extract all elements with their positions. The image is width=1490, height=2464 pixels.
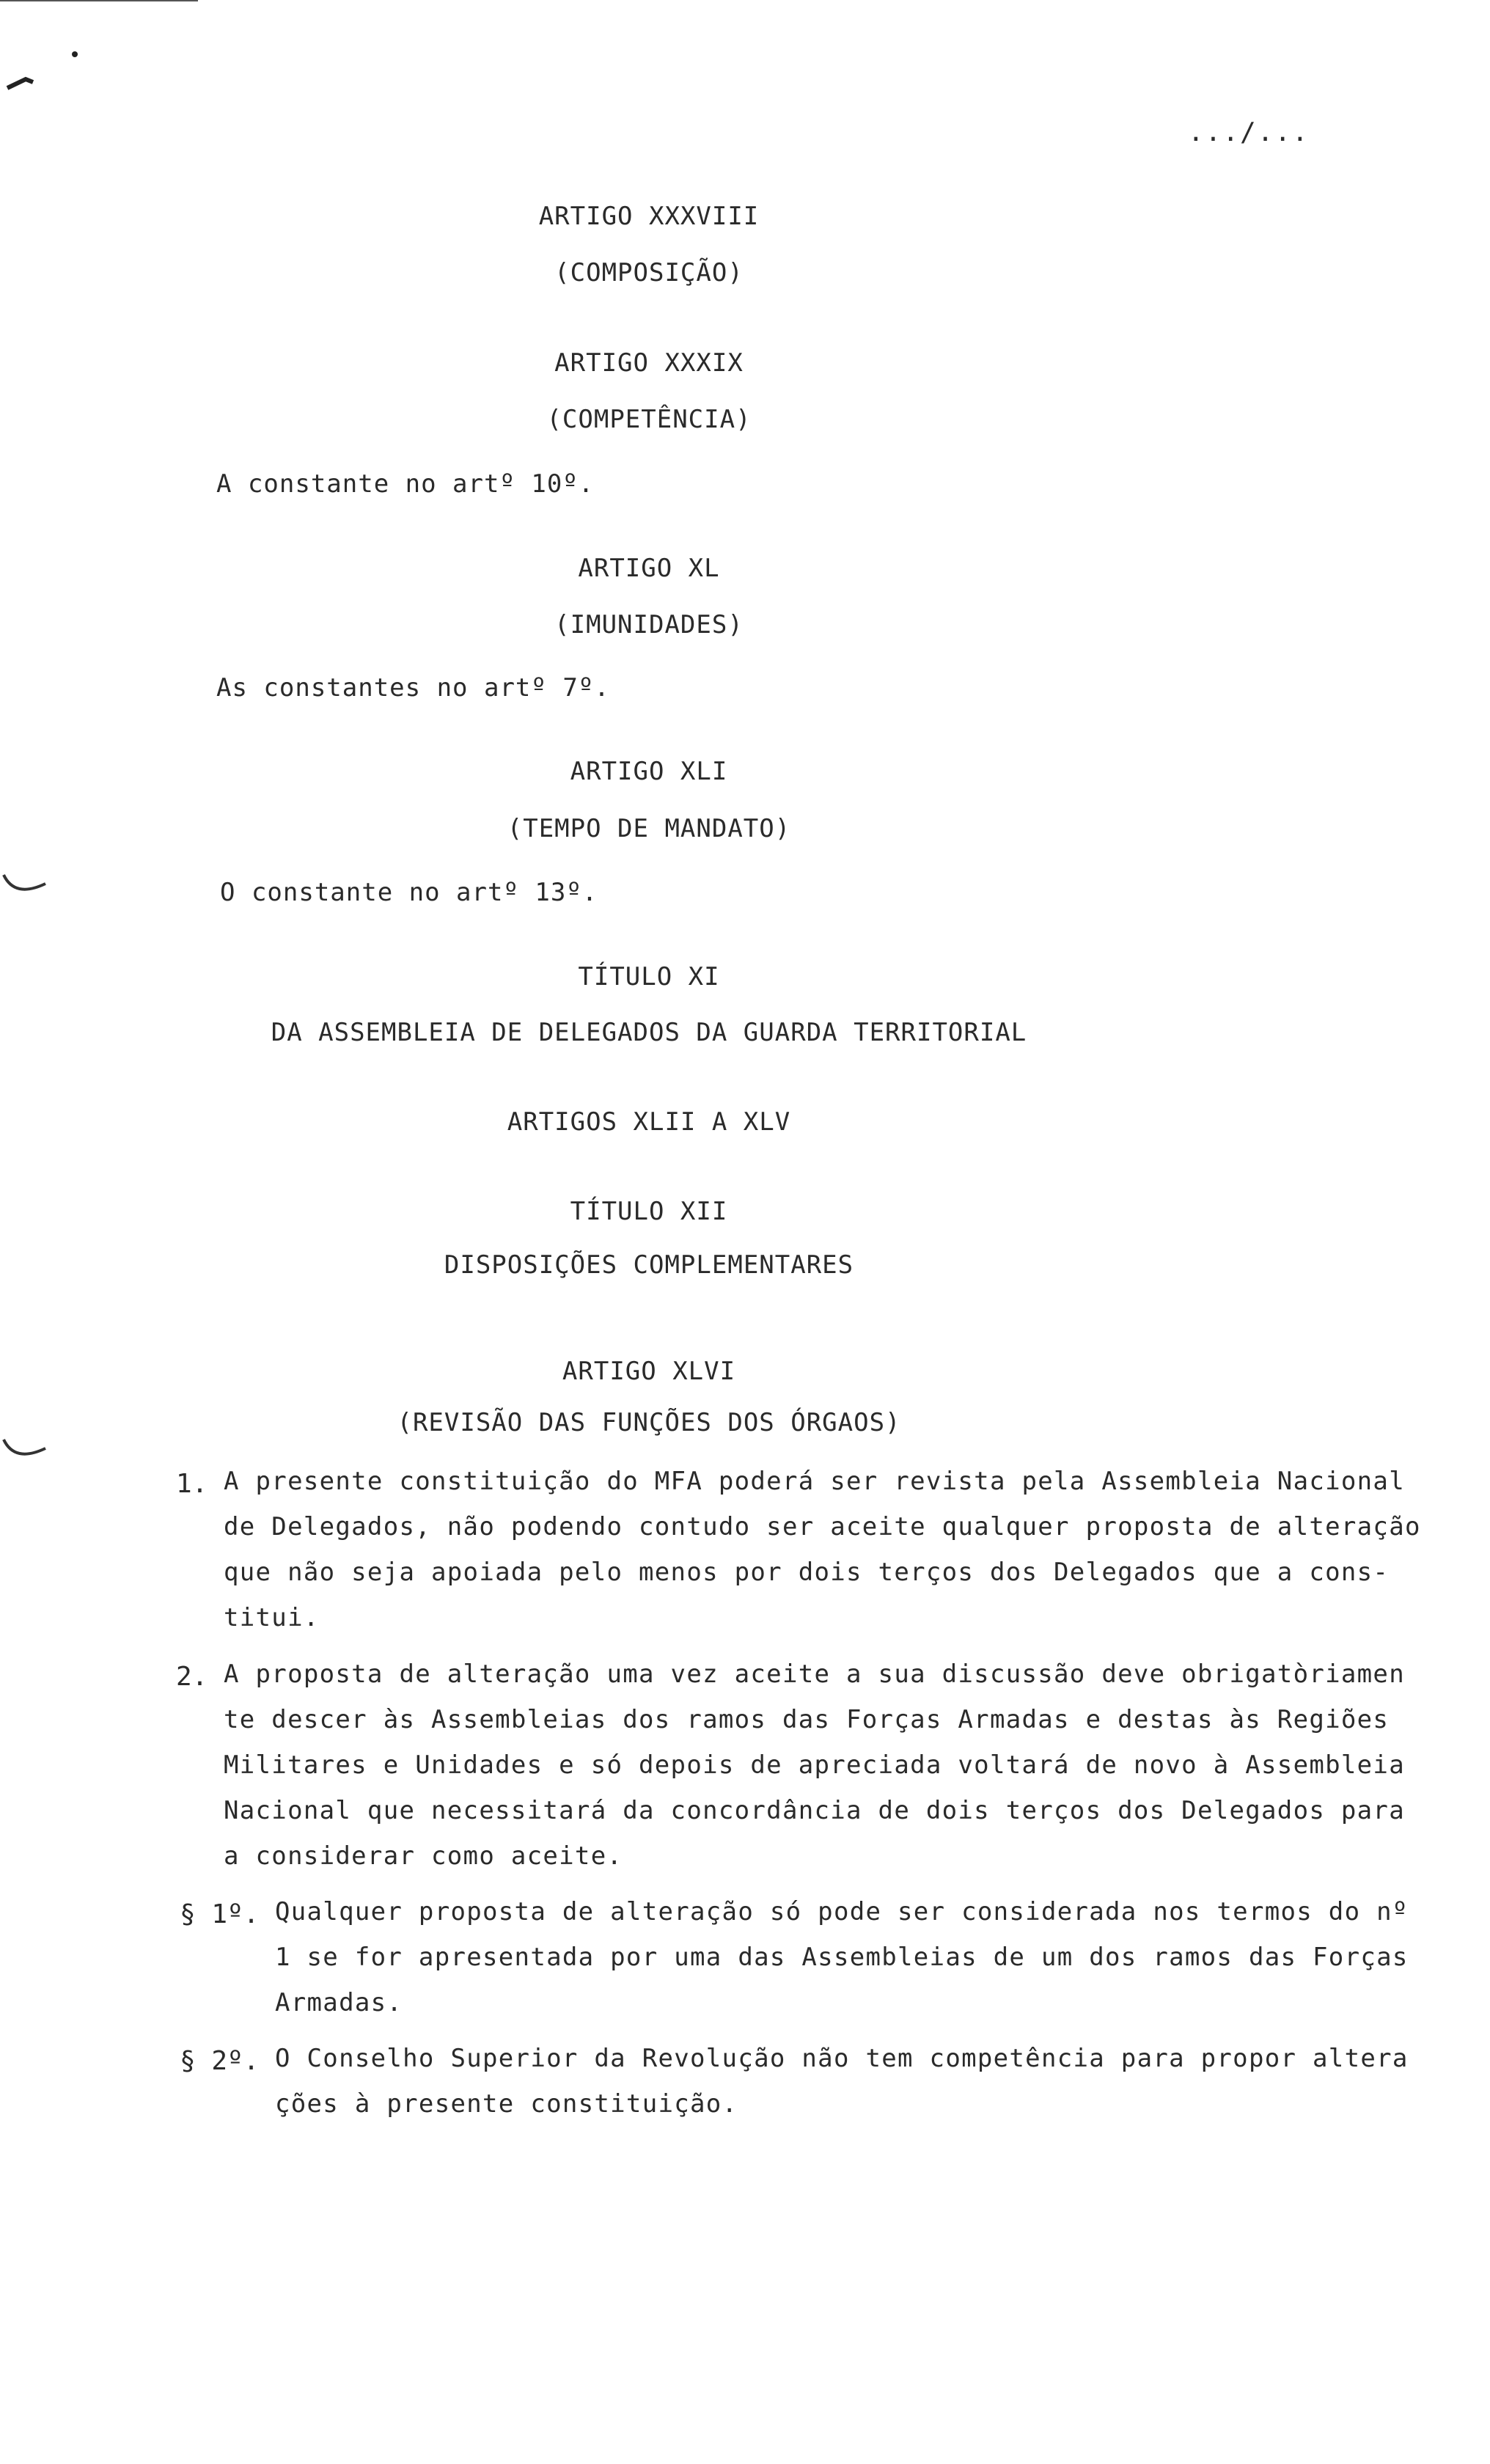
article-41-text: O constante no artº 13º. (220, 878, 598, 907)
paragraph-1-line: que não seja apoiada pelo menos por dois terços dos Delegados que a cons- (224, 1558, 1390, 1587)
paragraph-1-line: titui. (224, 1603, 320, 1632)
article-40-subtitle: (IMUNIDADES) (554, 610, 744, 639)
paragraph-2-line: Nacional que necessitará da concordância de dois terços dos Delegados para (224, 1796, 1405, 1825)
title-11: TÍTULO XI (578, 962, 720, 991)
article-40-text: As constantes no artº 7º. (216, 673, 610, 703)
punch-hole-mark-lower (0, 1434, 59, 1470)
paragraph-1-line: de Delegados, não podendo contudo ser aceite qualquer proposta de alteração (224, 1512, 1421, 1541)
section-2-line: O Conselho Superior da Revolução não tem competência para propor altera (275, 2044, 1409, 2073)
title-12: TÍTULO XII (570, 1197, 728, 1226)
article-39-subtitle: (COMPETÊNCIA) (546, 405, 752, 434)
paragraph-1-number: 1. (176, 1469, 208, 1499)
paragraph-2-line: Militares e Unidades e só depois de apreciada voltará de novo à Assembleia (224, 1750, 1405, 1780)
section-2-line: ções à presente constituição. (275, 2089, 738, 2119)
section-1-number: § 1º. (180, 1899, 260, 1929)
top-rule (0, 0, 198, 1)
paragraph-2-line: a considerar como aceite. (224, 1841, 623, 1871)
section-1-line: Qualquer proposta de alteração só pode ser considerada nos termos do nº (275, 1897, 1409, 1926)
section-2-number: § 2º. (180, 2046, 260, 2076)
article-38-title: ARTIGO XXXVIII (538, 202, 760, 231)
scan-mark-top (0, 44, 88, 103)
article-39-text: A constante no artº 10º. (216, 469, 595, 499)
continuation-mark: .../... (1188, 117, 1310, 147)
paragraph-1-line: A presente constituição do MFA poderá ser revista pela Assembleia Nacional (224, 1467, 1405, 1496)
article-40-title: ARTIGO XL (578, 554, 720, 583)
title-11-subtitle: DA ASSEMBLEIA DE DELEGADOS DA GUARDA TERRITORIAL (271, 1018, 1027, 1047)
article-39-title: ARTIGO XXXIX (554, 348, 744, 378)
punch-hole-mark-upper (0, 869, 59, 906)
paragraph-2-number: 2. (176, 1662, 208, 1692)
articles-42-45: ARTIGOS XLII A XLV (507, 1107, 791, 1137)
paragraph-2-line: A proposta de alteração uma vez aceite a sua discussão deve obrigatòriamen (224, 1660, 1405, 1689)
article-41-subtitle: (TEMPO DE MANDATO) (507, 814, 791, 843)
article-46-title: ARTIGO XLVI (562, 1357, 736, 1386)
article-41-title: ARTIGO XLI (570, 757, 728, 786)
section-1-line: Armadas. (275, 1988, 403, 2017)
paragraph-2-line: te descer às Assembleias dos ramos das Forças Armadas e destas às Regiões (224, 1705, 1390, 1734)
article-46-subtitle: (REVISÃO DAS FUNÇÕES DOS ÓRGAOS) (397, 1408, 901, 1437)
article-38-subtitle: (COMPOSIÇÃO) (554, 258, 744, 287)
section-1-line: 1 se for apresentada por uma das Assembleias de um dos ramos das Forças (275, 1943, 1409, 1972)
title-12-subtitle: DISPOSIÇÕES COMPLEMENTARES (444, 1250, 854, 1280)
